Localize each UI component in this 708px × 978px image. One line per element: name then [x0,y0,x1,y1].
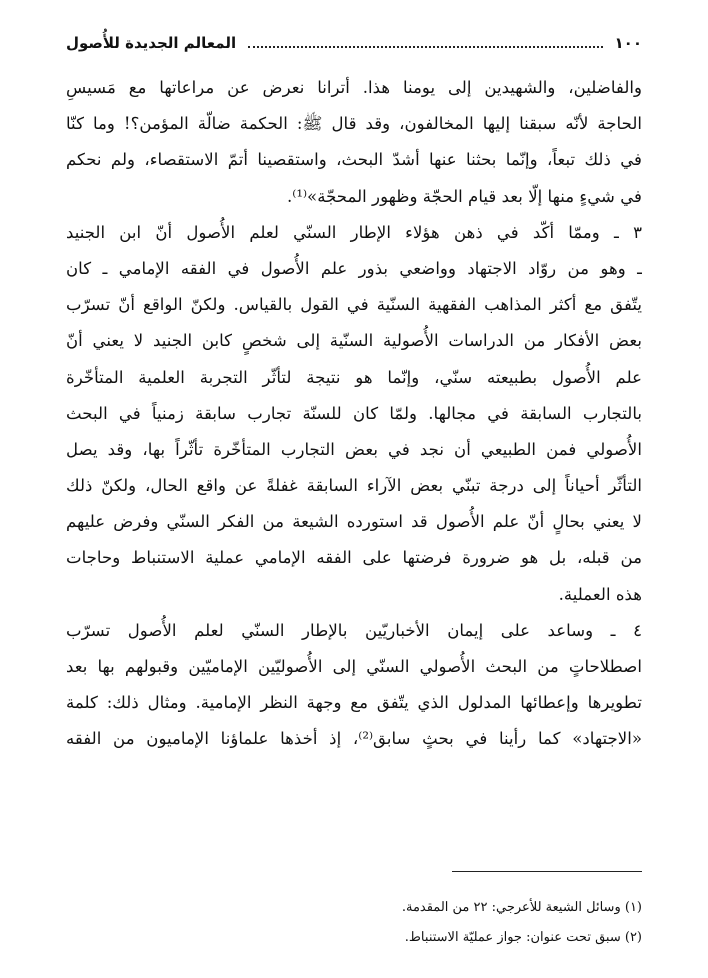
text-line: علم الأُصول بطبيعته سنّي، وإنّما هو نتيجة لتأثّر التجربة العلمية المتأخّرة [66,367,642,387]
body-text [66,70,642,758]
footnote-divider [452,871,642,872]
footnotes [66,893,642,953]
text-line: يتّفق مع أكثر المذاهب الفقهية السنّية في القول بالقياس. ولكنّ الواقع أنّ تسرّب [66,295,642,315]
footnote: (٢) سبق تحت عنوان: جواز عمليّة الاستنباط. [404,930,642,945]
text-line: بعض الأفكار من الدراسات الأُصولية السنّية إلى شخصٍ كابن الجنيد لا يعني أنّ [66,331,642,351]
footnote: (١) وسائل الشيعة للأعرجي: ٢٢ من المقدمة. [401,900,642,915]
running-title: المعالم الجديدة للأُصول [66,34,237,52]
text-line: لا يعني بحالٍ أنّ علم الأُصول قد استورده الشيعة من الفكر السنّي وفرض عليهم [66,512,642,532]
text-line: اصطلاحاتٍ من البحث الأُصولي السنّي إلى الأُصوليّين الإماميّين وقبولهم بها بعد [66,657,642,676]
text-line: ـ وهو من روّاد الاجتهاد وواضعي بذور علم الأُصول في الفقه الإمامي ـ كان [66,258,642,278]
page-header [66,30,642,56]
text-line: الأُصولي فمن الطبيعي أن نجد في بعض التجارب المتأخّرة تأثّراً بها، وقد يصل [66,439,642,459]
page-number: ١٠٠ [614,34,642,52]
text-line: بالتجارب السابقة في مجالها. ولمّا كان للسنّة تجارب سابقة زمنياً في البحث [66,403,642,423]
text-line: ٣ ـ وممّا أكّد في ذهن هؤلاء الإطار السنّي لعلم الأُصول أنّ ابن الجنيد [66,222,642,242]
text-line: هذه العملية. [558,584,642,604]
text-line: تطويرها وإعطائها المدلول الذي يتّفق مع وجهة النظر الإمامية. ومثال ذلك: كلمة [66,693,642,713]
text-line: في ذلك تبعاً، وإنّما بحثنا عنها أشدّ البحث، واستقصينا أتمّ الاستقصاء، ولم نحكم [66,150,642,170]
text-line: في شيءٍ منها إلّا بعد قيام الحجّة وظهور المحجّة»⁽¹⁾. [286,186,642,206]
text-line: والفاضلين، والشهيدين إلى يومنا هذا. أترانا نعرض عن مراعاتها مع مَسيسِ [66,78,642,97]
text-line: الحاجة لأنّه سبقنا إليها المخالفون، وقد قال ﷺ: الحكمة ضالّة المؤمن؟! وما كنّا [66,114,642,134]
text-line: من قبله، بل هو ضرورة فرضتها على الفقه الإمامي عملية الاستنباط وحاجات [66,548,642,568]
dotted-leader [248,46,602,48]
text-line: «الاجتهاد» كما رأينا في بحثٍ سابق⁽²⁾، إذ أخذها علماؤنا الإماميون من الفقه [66,729,642,749]
text-line: ٤ ـ وساعد على إيمان الأخباريّين بالإطار السنّي لعلم الأُصول تسرّب [66,620,642,640]
text-line: التأثّر أحياناً إلى درجة تبنّي بعض الآراء السابقة غفلةً عن واقع الحال، ولكنّ ذلك [66,476,642,496]
